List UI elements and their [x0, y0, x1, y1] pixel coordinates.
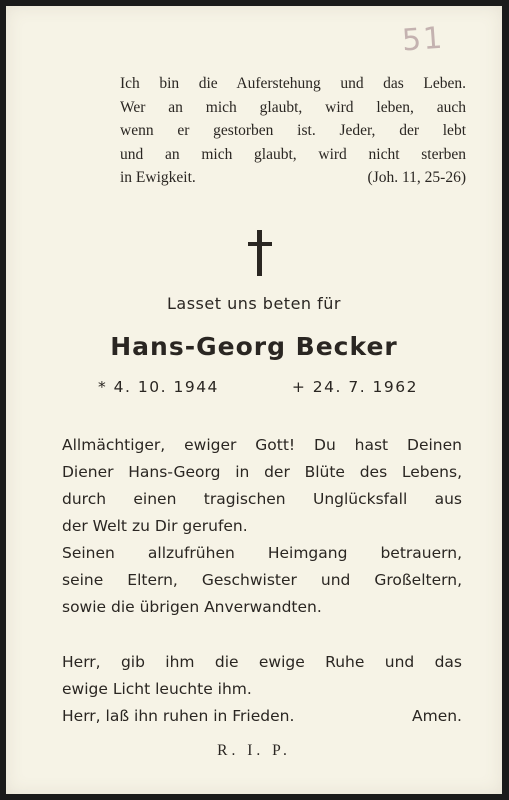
- verse-line: Ich bin die Auferstehung und das Leben.: [120, 75, 466, 92]
- prayer-line: sowie die übrigen Anverwandten.: [62, 598, 322, 616]
- closing-line: ewige Licht leuchte ihm.: [62, 680, 252, 698]
- verse-reference: (Joh. 11, 25-26): [367, 169, 466, 186]
- closing-last-line: [62, 703, 462, 730]
- verse-line: in Ewigkeit.: [120, 169, 196, 186]
- prayer-line: Diener Hans-Georg in der Blüte des Lebens,: [62, 463, 462, 481]
- rip-text: R. I. P.: [217, 742, 291, 759]
- cross-icon: [248, 230, 272, 276]
- prayer-line: seine Eltern, Geschwister und Großeltern,: [62, 571, 462, 589]
- prayer-intro: Lasset uns beten für: [167, 294, 341, 313]
- prayer-line: Seinen allzufrühen Heimgang betrauern,: [62, 544, 462, 562]
- birth-date: * 4. 10. 1944: [98, 378, 219, 396]
- deceased-name: Hans-Georg Becker: [110, 332, 398, 361]
- handwritten-annotation: 51: [400, 20, 446, 59]
- amen-text: Amen.: [412, 707, 462, 725]
- prayer-text: [62, 432, 462, 621]
- prayer-line: Allmächtiger, ewiger Gott! Du hast Deinen: [62, 436, 462, 454]
- verse-line: wenn er gestorben ist. Jeder, der lebt: [120, 122, 466, 139]
- life-dates: [98, 378, 418, 396]
- verse-line: Wer an mich glaubt, wird leben, auch: [120, 98, 466, 116]
- verse-line: und an mich glaubt, wird nicht sterben: [120, 145, 466, 163]
- prayer-line: der Welt zu Dir gerufen.: [62, 517, 248, 535]
- prayer-line: durch einen tragischen Unglücksfall aus: [62, 490, 462, 508]
- closing-prayer: [62, 649, 462, 730]
- memorial-card: [6, 6, 502, 794]
- death-date: + 24. 7. 1962: [291, 378, 418, 396]
- closing-line: Herr, laß ihn ruhen in Frieden.: [62, 707, 295, 725]
- bible-verse: [120, 72, 466, 190]
- closing-line: Herr, gib ihm die ewige Ruhe und das: [62, 653, 462, 671]
- verse-last-line: [120, 166, 466, 190]
